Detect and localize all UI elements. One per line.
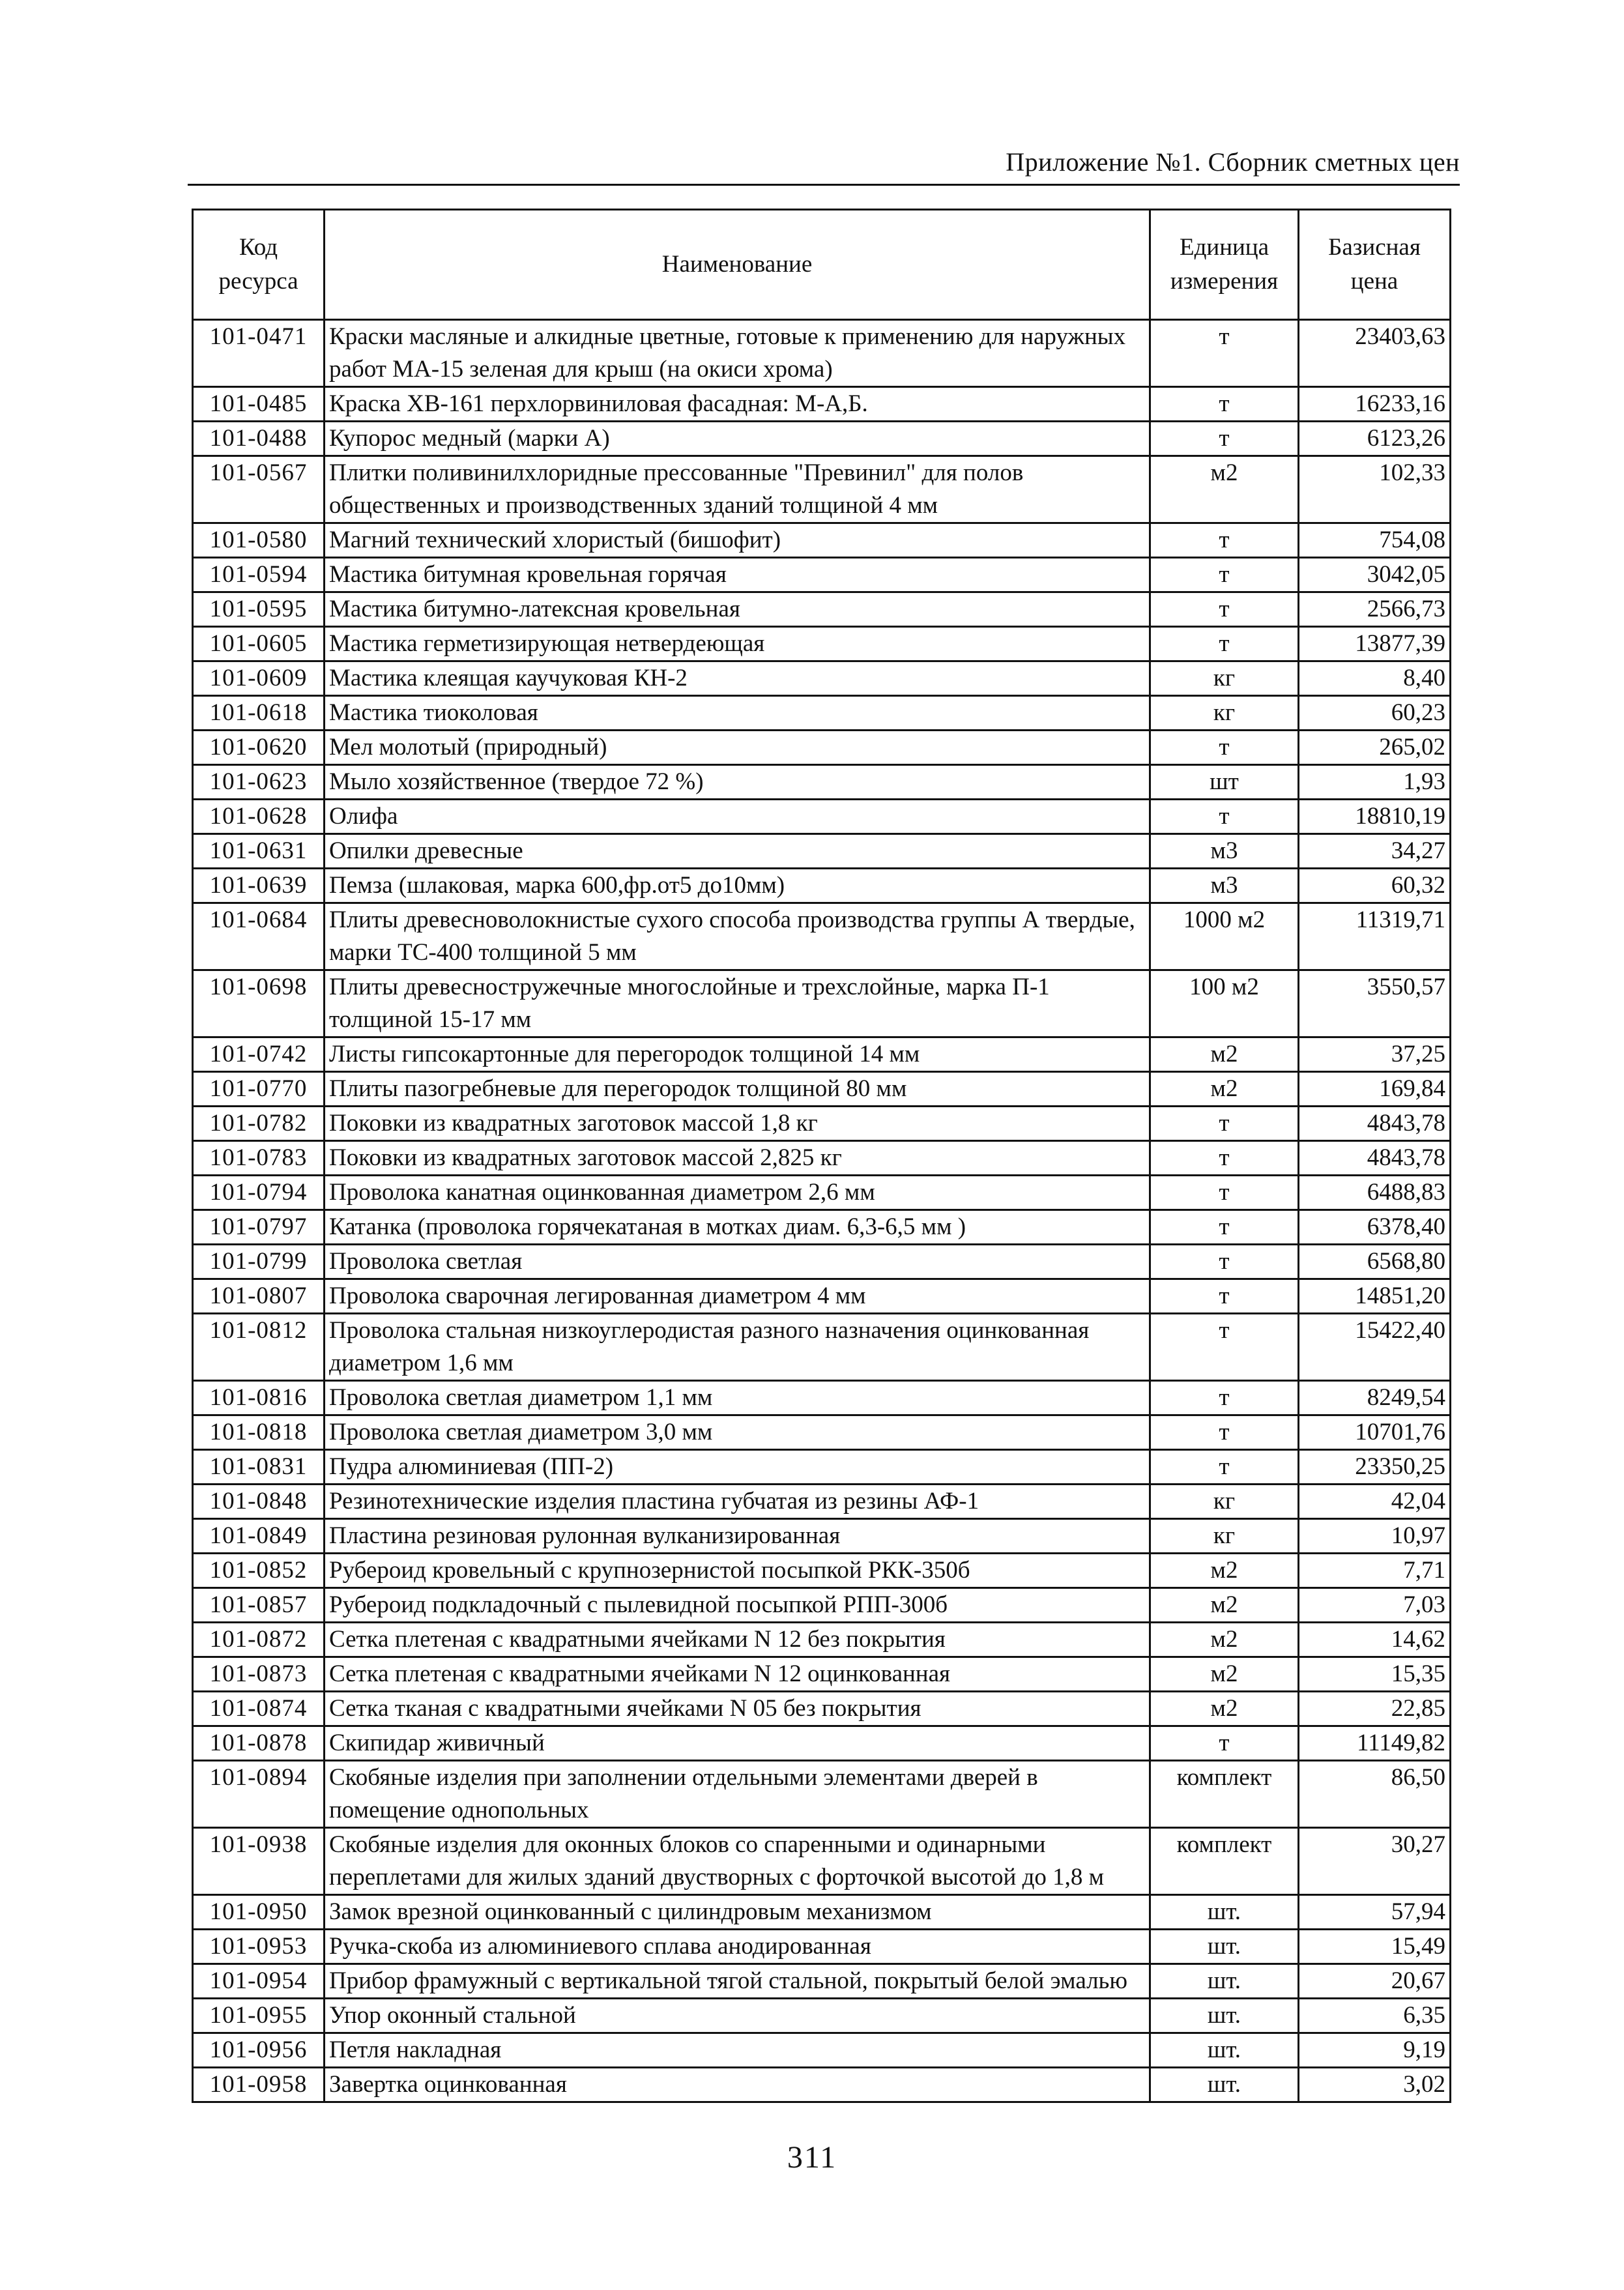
cell-unit: шт xyxy=(1150,765,1299,800)
cell-unit: м2 xyxy=(1150,1588,1299,1623)
column-header-name: Наименование xyxy=(325,210,1150,320)
cell-price: 7,03 xyxy=(1299,1588,1451,1623)
cell-code: 101-0958 xyxy=(193,2068,325,2102)
table-row xyxy=(193,1726,1451,1761)
table-row xyxy=(193,1072,1451,1107)
table-row xyxy=(193,456,1451,523)
cell-name: Листы гипсокартонные для перегородок толщиной 14 мм xyxy=(325,1037,1150,1072)
cell-name: Ручка-скоба из алюминиевого сплава анодированная xyxy=(325,1930,1150,1964)
table-row xyxy=(193,1450,1451,1485)
cell-price: 3042,05 xyxy=(1299,558,1451,592)
cell-code: 101-0938 xyxy=(193,1828,325,1895)
cell-name: Проволока светлая xyxy=(325,1245,1150,1279)
cell-unit: шт. xyxy=(1150,1895,1299,1930)
cell-name: Мастика клеящая каучуковая КН-2 xyxy=(325,661,1150,696)
cell-unit: т xyxy=(1150,1176,1299,1210)
table-row xyxy=(193,1415,1451,1450)
cell-name: Сетка плетеная с квадратными ячейками N 12 без покрытия xyxy=(325,1623,1150,1657)
cell-code: 101-0799 xyxy=(193,1245,325,1279)
table-row xyxy=(193,1588,1451,1623)
cell-price: 3550,57 xyxy=(1299,970,1451,1037)
table-row xyxy=(193,696,1451,731)
cell-price: 4843,78 xyxy=(1299,1141,1451,1176)
cell-unit: м2 xyxy=(1150,1554,1299,1588)
cell-name: Опилки древесные xyxy=(325,834,1150,869)
cell-price: 23350,25 xyxy=(1299,1450,1451,1485)
table-row xyxy=(193,1657,1451,1692)
cell-unit: шт. xyxy=(1150,1930,1299,1964)
cell-unit: т xyxy=(1150,1415,1299,1450)
cell-code: 101-0857 xyxy=(193,1588,325,1623)
cell-name: Мастика герметизирующая нетвердеющая xyxy=(325,627,1150,661)
table-row xyxy=(193,1930,1451,1964)
table-row xyxy=(193,2033,1451,2068)
cell-unit: м2 xyxy=(1150,1657,1299,1692)
cell-name: Скобяные изделия при заполнении отдельными элементами дверей в помещение однопольных xyxy=(325,1761,1150,1828)
cell-code: 101-0609 xyxy=(193,661,325,696)
table-row xyxy=(193,834,1451,869)
table-row xyxy=(193,731,1451,765)
cell-price: 11149,82 xyxy=(1299,1726,1451,1761)
cell-unit: т xyxy=(1150,800,1299,834)
cell-price: 265,02 xyxy=(1299,731,1451,765)
table-row xyxy=(193,1107,1451,1141)
cell-unit: шт. xyxy=(1150,2033,1299,2068)
cell-code: 101-0631 xyxy=(193,834,325,869)
cell-code: 101-0605 xyxy=(193,627,325,661)
cell-code: 101-0742 xyxy=(193,1037,325,1072)
table-row xyxy=(193,558,1451,592)
cell-price: 4843,78 xyxy=(1299,1107,1451,1141)
cell-price: 14,62 xyxy=(1299,1623,1451,1657)
page-header-title: Приложение №1. Сборник сметных цен xyxy=(1006,147,1460,177)
cell-code: 101-0783 xyxy=(193,1141,325,1176)
cell-name: Краски масляные и алкидные цветные, готовые к применению для наружных работ МА-15 зеленая для крыш (на окиси хрома) xyxy=(325,320,1150,387)
cell-name: Мыло хозяйственное (твердое 72 %) xyxy=(325,765,1150,800)
cell-unit: т xyxy=(1150,1314,1299,1381)
cell-unit: т xyxy=(1150,627,1299,661)
cell-code: 101-0623 xyxy=(193,765,325,800)
table-row xyxy=(193,1519,1451,1554)
table-row xyxy=(193,1623,1451,1657)
cell-price: 15422,40 xyxy=(1299,1314,1451,1381)
cell-price: 8,40 xyxy=(1299,661,1451,696)
cell-name: Олифа xyxy=(325,800,1150,834)
table-row xyxy=(193,592,1451,627)
cell-price: 2566,73 xyxy=(1299,592,1451,627)
cell-price: 754,08 xyxy=(1299,523,1451,558)
cell-price: 60,32 xyxy=(1299,869,1451,903)
cell-unit: т xyxy=(1150,1210,1299,1245)
table-row xyxy=(193,765,1451,800)
table-body xyxy=(193,320,1451,2102)
cell-code: 101-0628 xyxy=(193,800,325,834)
cell-unit: т xyxy=(1150,731,1299,765)
cell-name: Рубероид подкладочный с пылевидной посыпкой РПП-300б xyxy=(325,1588,1150,1623)
cell-unit: шт. xyxy=(1150,1964,1299,1999)
cell-price: 169,84 xyxy=(1299,1072,1451,1107)
cell-price: 8249,54 xyxy=(1299,1381,1451,1415)
table-row xyxy=(193,1692,1451,1726)
cell-price: 37,25 xyxy=(1299,1037,1451,1072)
cell-unit: 100 м2 xyxy=(1150,970,1299,1037)
table-row xyxy=(193,422,1451,456)
cell-unit: т xyxy=(1150,1107,1299,1141)
column-header-unit: Единица измерения xyxy=(1150,210,1299,320)
cell-code: 101-0955 xyxy=(193,1999,325,2033)
price-table xyxy=(192,209,1451,2103)
table-row xyxy=(193,1761,1451,1828)
cell-unit: кг xyxy=(1150,661,1299,696)
cell-price: 10701,76 xyxy=(1299,1415,1451,1450)
table-row xyxy=(193,1485,1451,1519)
cell-code: 101-0770 xyxy=(193,1072,325,1107)
table-row xyxy=(193,1245,1451,1279)
cell-unit: м2 xyxy=(1150,1072,1299,1107)
cell-unit: т xyxy=(1150,523,1299,558)
cell-code: 101-0684 xyxy=(193,903,325,970)
cell-price: 22,85 xyxy=(1299,1692,1451,1726)
table-row xyxy=(193,320,1451,387)
cell-name: Мел молотый (природный) xyxy=(325,731,1150,765)
cell-price: 7,71 xyxy=(1299,1554,1451,1588)
cell-code: 101-0594 xyxy=(193,558,325,592)
cell-name: Купорос медный (марки А) xyxy=(325,422,1150,456)
cell-price: 102,33 xyxy=(1299,456,1451,523)
cell-code: 101-0950 xyxy=(193,1895,325,1930)
cell-name: Проволока светлая диаметром 1,1 мм xyxy=(325,1381,1150,1415)
cell-price: 3,02 xyxy=(1299,2068,1451,2102)
cell-price: 6,35 xyxy=(1299,1999,1451,2033)
cell-unit: т xyxy=(1150,1279,1299,1314)
cell-name: Упор оконный стальной xyxy=(325,1999,1150,2033)
cell-unit: кг xyxy=(1150,1519,1299,1554)
cell-code: 101-0878 xyxy=(193,1726,325,1761)
cell-price: 16233,16 xyxy=(1299,387,1451,422)
cell-code: 101-0485 xyxy=(193,387,325,422)
table-row xyxy=(193,869,1451,903)
cell-code: 101-0782 xyxy=(193,1107,325,1141)
cell-price: 10,97 xyxy=(1299,1519,1451,1554)
cell-code: 101-0639 xyxy=(193,869,325,903)
table-row xyxy=(193,1964,1451,1999)
cell-unit: т xyxy=(1150,1726,1299,1761)
cell-unit: т xyxy=(1150,387,1299,422)
cell-price: 9,19 xyxy=(1299,2033,1451,2068)
cell-unit: т xyxy=(1150,1381,1299,1415)
cell-name: Мастика битумно-латексная кровельная xyxy=(325,592,1150,627)
cell-name: Пемза (шлаковая, марка 600,фр.от5 до10мм) xyxy=(325,869,1150,903)
cell-unit: кг xyxy=(1150,696,1299,731)
cell-code: 101-0595 xyxy=(193,592,325,627)
cell-code: 101-0620 xyxy=(193,731,325,765)
table-row xyxy=(193,1381,1451,1415)
cell-code: 101-0874 xyxy=(193,1692,325,1726)
cell-code: 101-0954 xyxy=(193,1964,325,1999)
cell-code: 101-0818 xyxy=(193,1415,325,1450)
table-row xyxy=(193,1999,1451,2033)
cell-price: 30,27 xyxy=(1299,1828,1451,1895)
page-number: 311 xyxy=(787,2140,837,2175)
cell-name: Плиты пазогребневые для перегородок толщиной 80 мм xyxy=(325,1072,1150,1107)
cell-price: 6123,26 xyxy=(1299,422,1451,456)
cell-unit: комплект xyxy=(1150,1761,1299,1828)
cell-price: 20,67 xyxy=(1299,1964,1451,1999)
cell-unit: 1000 м2 xyxy=(1150,903,1299,970)
cell-code: 101-0698 xyxy=(193,970,325,1037)
cell-name: Пудра алюминиевая (ПП-2) xyxy=(325,1450,1150,1485)
cell-price: 18810,19 xyxy=(1299,800,1451,834)
cell-name: Катанка (проволока горячекатаная в мотках диам. 6,3-6,5 мм ) xyxy=(325,1210,1150,1245)
cell-price: 86,50 xyxy=(1299,1761,1451,1828)
cell-price: 42,04 xyxy=(1299,1485,1451,1519)
header-rule xyxy=(188,184,1460,186)
cell-unit: шт. xyxy=(1150,2068,1299,2102)
cell-name: Резинотехнические изделия пластина губчатая из резины АФ-1 xyxy=(325,1485,1150,1519)
cell-price: 15,35 xyxy=(1299,1657,1451,1692)
table-row xyxy=(193,800,1451,834)
cell-unit: т xyxy=(1150,320,1299,387)
cell-name: Сетка тканая с квадратными ячейками N 05 без покрытия xyxy=(325,1692,1150,1726)
table-row xyxy=(193,1210,1451,1245)
cell-code: 101-0816 xyxy=(193,1381,325,1415)
cell-name: Проволока канатная оцинкованная диаметром 2,6 мм xyxy=(325,1176,1150,1210)
cell-price: 6488,83 xyxy=(1299,1176,1451,1210)
cell-name: Прибор фрамужный с вертикальной тягой стальной, покрытый белой эмалью xyxy=(325,1964,1150,1999)
cell-price: 1,93 xyxy=(1299,765,1451,800)
cell-code: 101-0812 xyxy=(193,1314,325,1381)
cell-name: Скипидар живичный xyxy=(325,1726,1150,1761)
cell-name: Плиты древесностружечные многослойные и трехслойные, марка П-1 толщиной 15-17 мм xyxy=(325,970,1150,1037)
cell-name: Краска ХВ-161 перхлорвиниловая фасадная: М-А,Б. xyxy=(325,387,1150,422)
cell-code: 101-0956 xyxy=(193,2033,325,2068)
cell-unit: м3 xyxy=(1150,869,1299,903)
cell-price: 11319,71 xyxy=(1299,903,1451,970)
table-row xyxy=(193,970,1451,1037)
table-row xyxy=(193,1279,1451,1314)
cell-code: 101-0831 xyxy=(193,1450,325,1485)
cell-price: 6378,40 xyxy=(1299,1210,1451,1245)
cell-name: Проволока светлая диаметром 3,0 мм xyxy=(325,1415,1150,1450)
cell-code: 101-0848 xyxy=(193,1485,325,1519)
cell-name: Пластина резиновая рулонная вулканизированная xyxy=(325,1519,1150,1554)
cell-unit: кг xyxy=(1150,1485,1299,1519)
table-header-row xyxy=(193,210,1451,320)
column-header-price: Базисная цена xyxy=(1299,210,1451,320)
column-header-code: Код ресурса xyxy=(193,210,325,320)
table-row xyxy=(193,1828,1451,1895)
cell-unit: шт. xyxy=(1150,1999,1299,2033)
cell-code: 101-0849 xyxy=(193,1519,325,1554)
cell-code: 101-0567 xyxy=(193,456,325,523)
cell-code: 101-0953 xyxy=(193,1930,325,1964)
cell-unit: м3 xyxy=(1150,834,1299,869)
cell-price: 60,23 xyxy=(1299,696,1451,731)
cell-price: 34,27 xyxy=(1299,834,1451,869)
cell-unit: т xyxy=(1150,592,1299,627)
cell-code: 101-0873 xyxy=(193,1657,325,1692)
cell-code: 101-0797 xyxy=(193,1210,325,1245)
cell-name: Плитки поливинилхлоридные прессованные "Превинил" для полов общественных и производственных зданий толщиной 4 мм xyxy=(325,456,1150,523)
cell-code: 101-0471 xyxy=(193,320,325,387)
cell-name: Замок врезной оцинкованный с цилиндровым механизмом xyxy=(325,1895,1150,1930)
table-row xyxy=(193,1141,1451,1176)
table-row xyxy=(193,661,1451,696)
cell-unit: т xyxy=(1150,558,1299,592)
cell-code: 101-0488 xyxy=(193,422,325,456)
cell-price: 15,49 xyxy=(1299,1930,1451,1964)
cell-name: Петля накладная xyxy=(325,2033,1150,2068)
table-row xyxy=(193,387,1451,422)
cell-unit: т xyxy=(1150,422,1299,456)
cell-unit: м2 xyxy=(1150,1692,1299,1726)
cell-name: Рубероид кровельный с крупнозернистой посыпкой РКК-350б xyxy=(325,1554,1150,1588)
cell-name: Мастика тиоколовая xyxy=(325,696,1150,731)
table-row xyxy=(193,2068,1451,2102)
cell-code: 101-0807 xyxy=(193,1279,325,1314)
cell-name: Проволока стальная низкоуглеродистая разного назначения оцинкованная диаметром 1,6 мм xyxy=(325,1314,1150,1381)
cell-name: Завертка оцинкованная xyxy=(325,2068,1150,2102)
cell-name: Магний технический хлористый (бишофит) xyxy=(325,523,1150,558)
cell-name: Скобяные изделия для оконных блоков со спаренными и одинарными переплетами для жилых зданий двустворных с форточкой высотой до 1,8 м xyxy=(325,1828,1150,1895)
cell-price: 14851,20 xyxy=(1299,1279,1451,1314)
cell-price: 13877,39 xyxy=(1299,627,1451,661)
table-row xyxy=(193,1176,1451,1210)
table-row xyxy=(193,627,1451,661)
cell-code: 101-0852 xyxy=(193,1554,325,1588)
cell-price: 6568,80 xyxy=(1299,1245,1451,1279)
cell-name: Сетка плетеная с квадратными ячейками N 12 оцинкованная xyxy=(325,1657,1150,1692)
cell-price: 57,94 xyxy=(1299,1895,1451,1930)
table-row xyxy=(193,523,1451,558)
cell-unit: т xyxy=(1150,1141,1299,1176)
cell-name: Плиты древесноволокнистые сухого способа производства группы А твердые, марки ТС-400 толщиной 5 мм xyxy=(325,903,1150,970)
cell-name: Поковки из квадратных заготовок массой 1,8 кг xyxy=(325,1107,1150,1141)
cell-unit: т xyxy=(1150,1245,1299,1279)
table-row xyxy=(193,1037,1451,1072)
cell-code: 101-0580 xyxy=(193,523,325,558)
cell-code: 101-0618 xyxy=(193,696,325,731)
cell-name: Проволока сварочная легированная диаметром 4 мм xyxy=(325,1279,1150,1314)
cell-code: 101-0794 xyxy=(193,1176,325,1210)
table-row xyxy=(193,1554,1451,1588)
cell-code: 101-0894 xyxy=(193,1761,325,1828)
cell-code: 101-0872 xyxy=(193,1623,325,1657)
cell-unit: м2 xyxy=(1150,1037,1299,1072)
cell-name: Поковки из квадратных заготовок массой 2,825 кг xyxy=(325,1141,1150,1176)
cell-unit: т xyxy=(1150,1450,1299,1485)
cell-name: Мастика битумная кровельная горячая xyxy=(325,558,1150,592)
cell-unit: м2 xyxy=(1150,456,1299,523)
cell-unit: м2 xyxy=(1150,1623,1299,1657)
table-row xyxy=(193,1314,1451,1381)
cell-unit: комплект xyxy=(1150,1828,1299,1895)
table-row xyxy=(193,903,1451,970)
cell-price: 23403,63 xyxy=(1299,320,1451,387)
table-row xyxy=(193,1895,1451,1930)
